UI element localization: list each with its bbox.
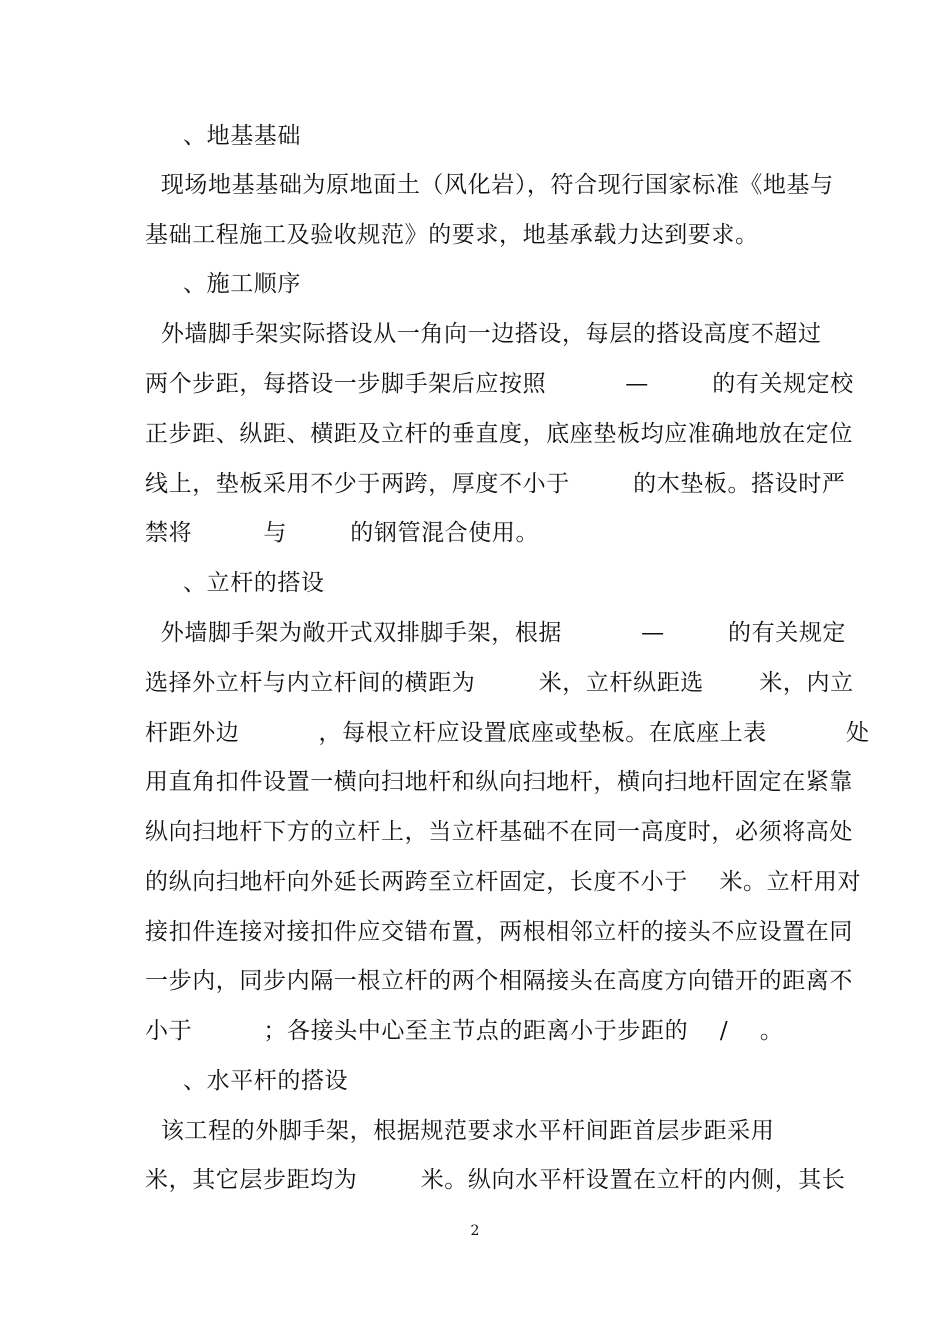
paragraph-line: 两个步距，每搭设一步脚手架后应按照 — 的有关规定校 <box>145 371 854 397</box>
paragraph-line: 纵向扫地杆下方的立杆上，当立杆基础不在同一高度时，必须将高处 <box>145 819 853 845</box>
paragraph-line: 正步距、纵距、横距及立杆的垂直度，底座垫板均应准确地放在定位 <box>145 421 853 447</box>
section-heading-construction-order: 、施工顺序 <box>183 271 301 297</box>
section-heading-horizontal-bar: 、水平杆的搭设 <box>183 1068 349 1094</box>
section-heading-foundation: 、地基基础 <box>183 123 301 149</box>
paragraph-line: 外墙脚手架实际搭设从一角向一边搭设，每层的搭设高度不超过 <box>145 321 822 347</box>
section-heading-upright-pole: 、立杆的搭设 <box>183 570 325 596</box>
paragraph-line: 小于 ；各接头中心至主节点的距离小于步距的 / 。 <box>145 1018 784 1044</box>
paragraph-line: 选择外立杆与内立杆间的横距为 米，立杆纵距选 米，内立 <box>145 670 854 696</box>
paragraph-line: 一步内，同步内隔一根立杆的两个相隔接头在高度方向错开的距离不 <box>145 968 853 994</box>
paragraph-line: 线上，垫板采用不少于两跨，厚度不小于 的木垫板。搭设时严 <box>145 471 846 497</box>
page-number: 2 <box>470 1223 480 1239</box>
paragraph-line: 基础工程施工及验收规范》的要求，地基承载力达到要求。 <box>145 222 759 248</box>
paragraph-line: 的纵向扫地杆向外延长两跨至立杆固定，长度不小于 米。立杆用对 <box>145 869 862 895</box>
paragraph-line: 接扣件连接对接扣件应交错布置，两根相邻立杆的接头不应设置在同 <box>145 919 853 945</box>
paragraph-line: 米，其它层步距均为 米。纵向水平杆设置在立杆的内侧，其长 <box>145 1167 846 1193</box>
paragraph-line: 杆距外边 ，每根立杆应设置底座或垫板。在底座上表 处 <box>145 720 870 746</box>
paragraph-line: 现场地基基础为原地面土（风化岩），符合现行国家标准《地基与 <box>145 172 834 198</box>
paragraph-line: 禁将 与 的钢管混合使用。 <box>145 520 540 546</box>
paragraph-line: 该工程的外脚手架，根据规范要求水平杆间距首层步距采用 <box>145 1118 775 1144</box>
paragraph-line: 用直角扣件设置一横向扫地杆和纵向扫地杆，横向扫地杆固定在紧靠 <box>145 769 853 795</box>
paragraph-line: 外墙脚手架为敞开式双排脚手架，根据 — 的有关规定 <box>145 620 847 646</box>
